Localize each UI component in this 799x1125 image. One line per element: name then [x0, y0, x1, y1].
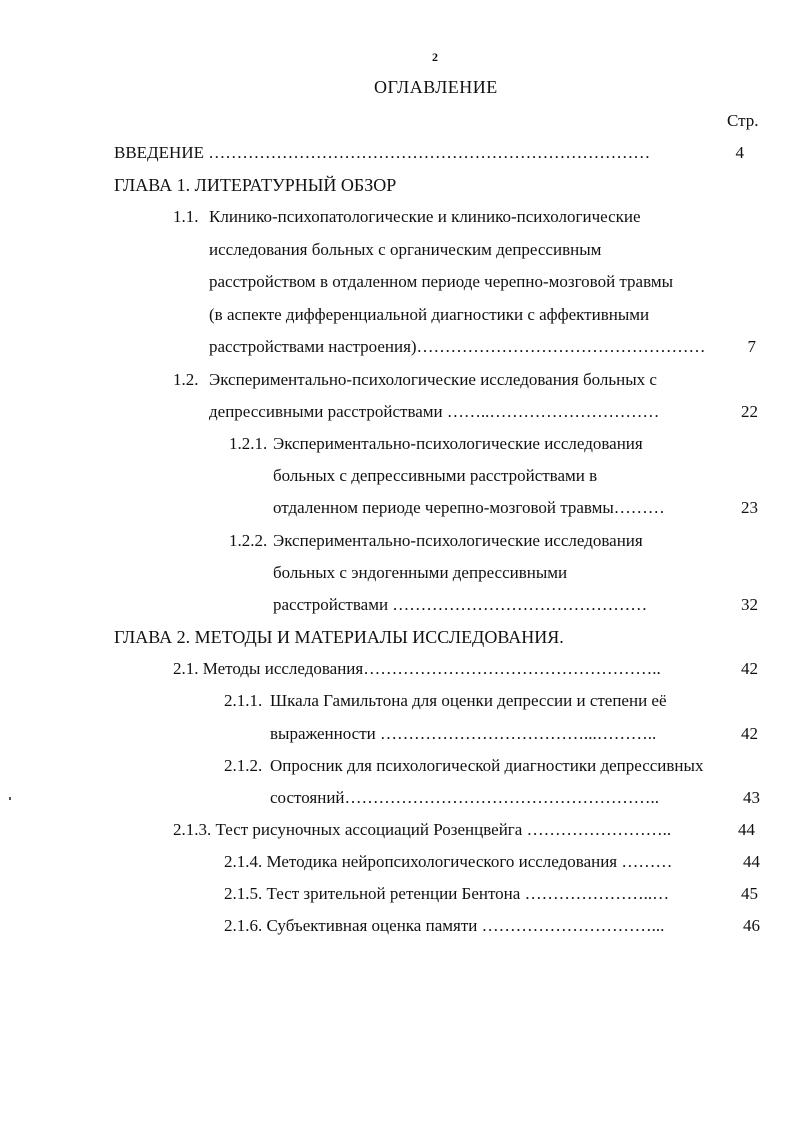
toc-subsection-text-line: Экспериментально-психологические исследования: [273, 434, 643, 453]
toc-section-text-line: Экспериментально-психологические исследования больных с: [209, 370, 657, 389]
toc-section-text-line: расстройством в отдаленном периоде черепно-мозговой травмы: [209, 272, 674, 291]
toc-subsection-number: 1.2.2.: [229, 531, 268, 550]
toc-subsection-line: 2.1.4. Методика нейропсихологического исследования ………: [224, 852, 673, 871]
toc-subsection-line: 2.1.5. Тест зрительной ретенции Бентона …………………..…: [224, 884, 670, 903]
toc-subsection-number: 2.1.1.: [224, 691, 263, 710]
toc-subsection-number: 2.1.2.: [224, 756, 263, 775]
toc-page-value: 43: [743, 788, 760, 807]
scan-speck: [9, 797, 11, 800]
toc-section-text-line: Клинико-психопатологические и клинико-психологические: [209, 207, 641, 226]
toc-section-line: 2.1. Методы исследования……………………………………………..: [173, 659, 661, 678]
toc-page-value: 22: [741, 402, 758, 421]
toc-section-text-line: (в аспекте дифференциальной диагностики с аффективными: [209, 305, 650, 324]
toc-subsection-text-line: больных с депрессивными расстройствами в: [273, 466, 598, 485]
toc-section-text-line: исследования больных с органическим депрессивным: [209, 240, 602, 259]
toc-subsection-line: 2.1.3. Тест рисуночных ассоциаций Розенцвейга ……………………..: [173, 820, 672, 839]
page-column-header: Стр.: [727, 111, 759, 130]
toc-section-number: 1.2.: [173, 370, 199, 389]
toc-subsection-text-line: Шкала Гамильтона для оценки депрессии и степени её: [270, 691, 667, 710]
toc-page-value: 32: [741, 595, 758, 614]
toc-section-text-line: расстройствами настроения)……………………………………………: [209, 337, 706, 356]
toc-subsection-text-line: больных с эндогенными депрессивными: [273, 563, 568, 582]
toc-subsection-text-line: расстройствами ………………………………………: [273, 595, 648, 614]
toc-entry-introduction: ВВЕДЕНИЕ ……………………………………………………………………: [114, 143, 651, 162]
toc-page-introduction: 4: [735, 143, 744, 162]
toc-page-value: 42: [741, 724, 758, 743]
toc-subsection-line: 2.1.6. Субъективная оценка памяти …………………………...: [224, 916, 665, 935]
toc-page-value: 44: [738, 820, 755, 839]
toc-subsection-text-line: Экспериментально-психологические исследования: [273, 531, 643, 550]
toc-subsection-text-line: отдаленном периоде черепно-мозговой травмы………: [273, 498, 665, 517]
toc-section-number: 1.1.: [173, 207, 199, 226]
page-number: 2: [432, 50, 438, 64]
toc-subsection-text-line: состояний………………………………………………..: [270, 788, 660, 807]
toc-subsection-text-line: Опросник для психологической диагностики депрессивных: [270, 756, 704, 775]
toc-chapter-1: ГЛАВА 1. ЛИТЕРАТУРНЫЙ ОБЗОР: [114, 175, 397, 195]
page-title: ОГЛАВЛЕНИЕ: [374, 77, 498, 97]
toc-section-text-line: депрессивными расстройствами ……..…………………………: [209, 402, 660, 421]
toc-page-value: 23: [741, 498, 758, 517]
toc-chapter-2: ГЛАВА 2. МЕТОДЫ И МАТЕРИАЛЫ ИССЛЕДОВАНИЯ.: [114, 627, 564, 647]
toc-page-value: 42: [741, 659, 758, 678]
toc-subsection-number: 1.2.1.: [229, 434, 268, 453]
toc-page-value: 7: [747, 337, 756, 356]
toc-page-value: 44: [743, 852, 760, 871]
toc-page-value: 45: [741, 884, 758, 903]
toc-subsection-text-line: выраженности ………………………………...………..: [270, 724, 657, 743]
toc-page-value: 46: [743, 916, 760, 935]
